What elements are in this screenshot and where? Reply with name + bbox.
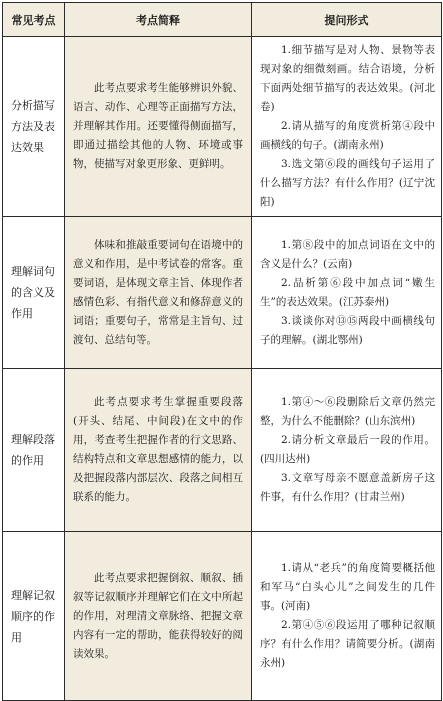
explanation-cell: 体味和推敲重要词句在语境中的意义和作用，是中考试卷的常客。重要词语，是体现文章主旨、体现作者感情色彩、有指代意义和修辞意义的词语；重要句子，常常是主旨句、过渡句、总结句等。 (65, 217, 252, 369)
header-row (3, 3, 442, 37)
question-item: 2.第④⑤⑥段运用了哪种记叙顺序？有什么作用？请简要分析。(湖南永州) (260, 619, 435, 669)
question-item: 1.第⑧段中的加点词语在文中的含义是什么？(云南) (260, 238, 435, 270)
exam-point-cell: 理解记叙顺序的作用 (3, 532, 65, 701)
header-explanation: 考点简释 (65, 3, 252, 37)
question-item: 3.选文第⑥段的画线句子运用了什么描写方法？有什么作用？(辽宁沈阳) (260, 158, 435, 208)
table-row (3, 369, 442, 532)
question-forms-cell (252, 217, 442, 369)
question-item: 1.第④～⑥段删除后文章仍然完整，为什么不能删除？(山东滨州) (260, 396, 435, 427)
question-item: 2.品析第⑥段中加点词“嫩生生”的表达效果。(江苏泰州) (260, 276, 435, 308)
question-item: 2.请分析文章最后一段的作用。(四川达州) (260, 434, 435, 465)
explanation-cell: 此考点要求把握倒叙、顺叙、插叙等记叙顺序并理解它们在文中所起的作用，对理清文章脉络、把握文章内容有一定的帮助，能获得较好的阅读效果。 (65, 532, 252, 701)
question-item: 3.文章写母亲不愿意盖新房子这件事，有什么作用？(甘肃兰州) (260, 472, 435, 503)
explanation-cell: 此考点要求考生掌握重要段落(开头、结尾、中间段)在文中的作用，考查考生把握作者的行文思路、结构特点和文章思想感情的能力，以及把握段落内部层次、段落之间相互联系的能力。 (65, 369, 252, 532)
table-row (3, 532, 442, 701)
table-row (3, 217, 442, 369)
question-item: 1.请从“老兵”的角度简要概括他和军马“白头心儿”之间发生的几件事。(河南) (260, 562, 435, 612)
exam-point-cell: 分析描写方法及表达效果 (3, 37, 65, 217)
question-forms-cell (252, 369, 442, 532)
table-row (3, 37, 442, 217)
explanation-cell: 此考点要求考生能够辨识外貌、语言、动作、心理等正面描写方法，并理解其作用。还要懂得侧面描写，即通过描绘其他的人物、环境或事物，使描写对象更形象、更鲜明。 (65, 37, 252, 217)
header-question-forms: 提问形式 (252, 3, 442, 37)
exam-point-cell: 理解段落的作用 (3, 369, 65, 532)
question-forms-cell (252, 37, 442, 217)
question-item: 3.谈谈你对⑬⑮两段中画横线句子的理解。(湖北鄂州) (260, 314, 435, 346)
exam-point-cell: 理解词句的含义及作用 (3, 217, 65, 369)
exam-point-table (2, 2, 442, 701)
header-exam-point: 常见考点 (3, 3, 65, 37)
question-forms-cell (252, 532, 442, 701)
question-item: 1.细节描写是对人物、景物等表现对象的细微刻画。结合语境，分析下面两处细节描写的表达效果。(河北卷) (260, 44, 435, 113)
question-item: 2.请从描写的角度赏析第④段中画横线的句子。(湖南永州) (260, 120, 435, 151)
